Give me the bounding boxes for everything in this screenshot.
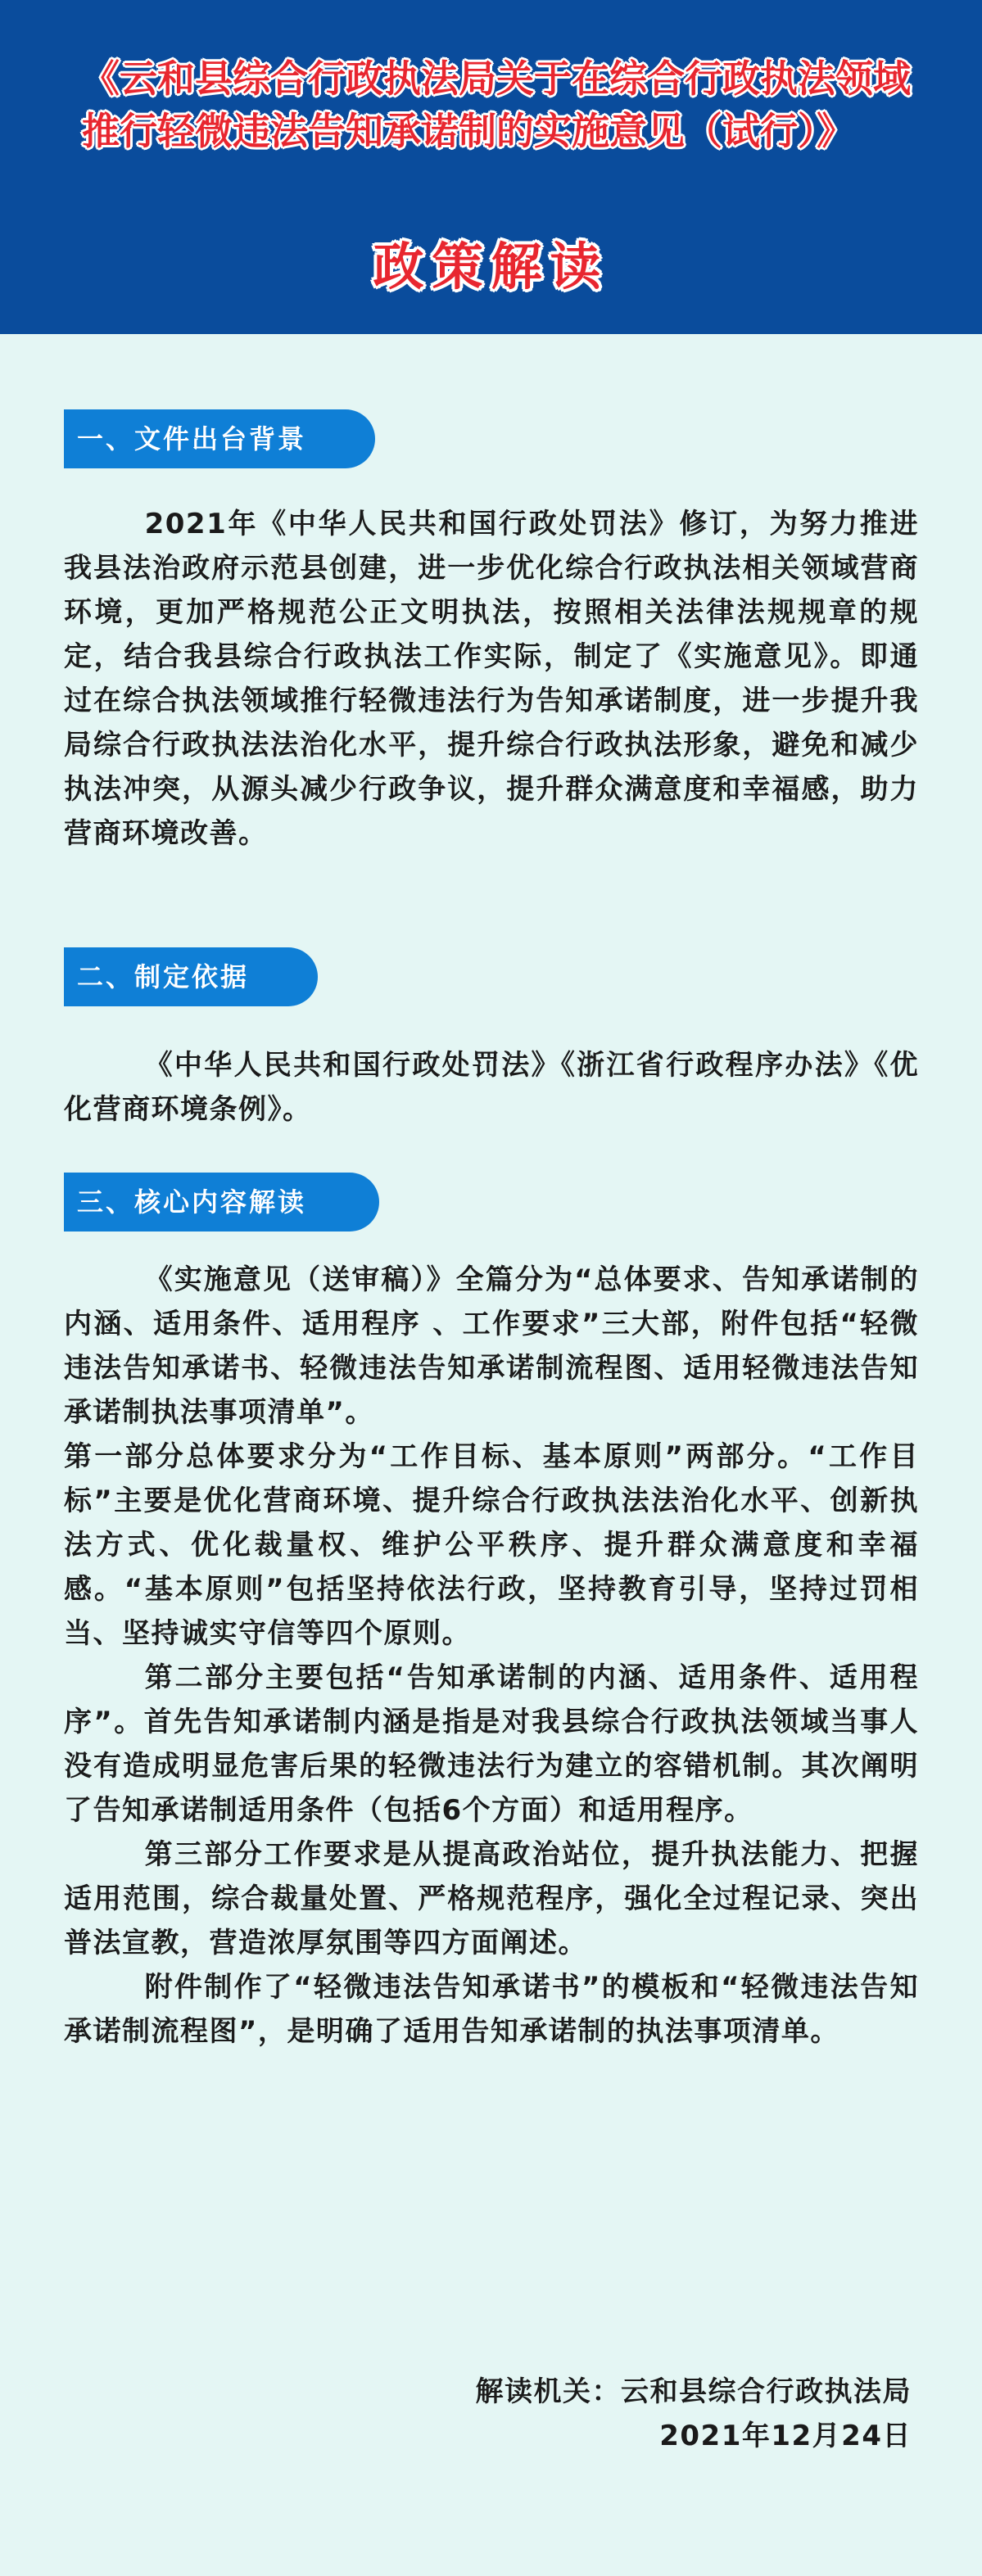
section-background-text: 2021年《中华人民共和国行政处罚法》修订，为努力推进我县法治政府示范县创建，进一步优化综合行政执法相关领域营商环境，更加严格规范公正文明执法，按照相关法律法规规章的规定，结合我县综合行政执法工作实际，制定了《实施意见》。即通过在综合执法领域推行轻微违法行为告知承诺制度，进一步提升我局综合行政执法法治化水平，提升综合行政执法形象，避免和减少执法冲突，从源头减少行政争议，提升群众满意度和幸福感，助力营商环境改善。 [64,508,919,850]
core-content-paragraph: 第二部分主要包括“告知承诺制的内涵、适用条件、适用程序”。首先告知承诺制内涵是指是对我县综合行政执法领域当事人没有造成明显危害后果的轻微违法行为建立的容错机制。其次阐明了告知承诺制适用条件（包括6个方面）和适用程序。 [64,1661,919,1827]
section-heading-background: 一、文件出台背景 [64,409,375,468]
core-content-paragraph: 《实施意见（送审稿）》全篇分为“总体要求、告知承诺制的内涵、适用条件、适用程序 、工作要求”三大部，附件包括“轻微违法告知承诺书、轻微违法告知承诺制流程图、适用轻微违法告知承诺制执法事项清单”。 [64,1263,919,1429]
section-core-content-body [64,1258,919,2054]
core-content-paragraph: 第三部分工作要求是从提高政治站位，提升执法能力、把握适用范围，综合裁量处置、严格规范程序，强化全过程记录、突出普法宣教，营造浓厚氛围等四方面阐述。 [64,1838,919,1959]
document-title: 《云和县综合行政执法局关于在综合行政执法领域推行轻微违法告知承诺制的实施意见（试行）》 [82,56,911,153]
core-content-paragraph: 第一部分总体要求分为“工作目标、基本原则”两部分。“工作目标”主要是优化营商环境、提升综合行政执法法治化水平、创新执法方式、优化裁量权、维护公平秩序、提升群众满意度和幸福感。“基本原则”包括坚持依法行政，坚持教育引导，坚持过罚相当、坚持诚实守信等四个原则。 [64,1440,919,1650]
section-heading-core-content: 三、核心内容解读 [64,1173,379,1232]
document-subtitle: 政策解读 [373,237,609,296]
section-basis-text: 《中华人民共和国行政处罚法》《浙江省行政程序办法》《优化营商环境条例》。 [64,1049,919,1126]
section-heading-basis: 二、制定依据 [64,947,318,1006]
header-banner [0,0,982,334]
signature-organization: 解读机关：云和县综合行政执法局 [475,2375,912,2408]
signature-date: 2021年12月24日 [659,2420,912,2452]
core-content-paragraph: 附件制作了“轻微违法告知承诺书”的模板和“轻微违法告知承诺制流程图”，是明确了适用告知承诺制的执法事项清单。 [64,1971,919,2048]
